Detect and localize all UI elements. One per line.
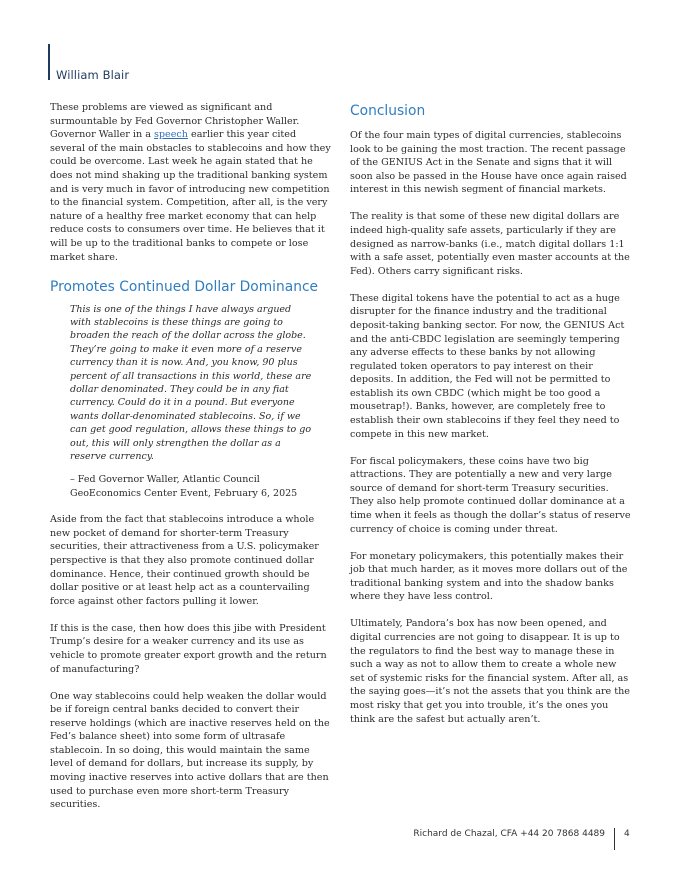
body-paragraph: These digital tokens have the potential to act as a huge disrupter for the finance industry and the traditional deposit-taking banking sector. For now, the GENIUS Act and the anti-CBDC legislation are seemingly tempering any adverse effects to these banks by not allowing regulated token operators to pay interest on their deposits. In addition, the Fed will not be permitted to establish its own CBDC (which might be too good a mousetrap!). Banks, however, are completely free to establish their own stablecoins if they feel they need to compete in this new market. [350,292,625,440]
body-paragraph: For fiscal policymakers, these coins have two big attractions. They are potentially a new and very large source of demand for short-term Treasury securities. They also help promote continued dollar dominance at a time when it feels as though the dollar’s status of reserve currency of choice is coming under threat. [350,455,631,535]
intro-text-before-link: These problems are viewed as significant and surmountable by Fed Governor Christopher Waller. Governor Waller in a [50,102,300,141]
intro-text-after-link: earlier this year cited several of the main obstacles to stablecoins and how they could be overcome. Last week he again stated that he does not mind shaking up the traditional banking system and is very much in favor of introducing new competition to the financial system. Competition, after all, is the very nature of a healthy free market economy that can help reduce costs to consumers over time. He believes that it will be up to the traditional banks to compete or lose market share. [50,129,331,263]
left-column [50,101,332,825]
body-paragraph: If this is the case, then how does this jibe with President Trump’s desire for a weaker currency and its use as vehicle to promote greater export growth and the return of manufacturing? [50,622,327,675]
brand-name: William Blair [56,68,130,82]
body-paragraph: The reality is that some of these new digital dollars are indeed high-quality safe assets, particularly if they are designed as narrow-banks (i.e., match digital dollars 1:1 with a safe asset, potentially even master accounts at the Fed). Others carry significant risks. [350,211,630,277]
section-heading-dollar-dominance: Promotes Continued Dollar Dominance [50,278,319,295]
body-paragraph: For monetary policymakers, this potentially makes their job that much harder, as it moves more dollars out of the traditional banking system and into the shadow banks where they have less control. [350,550,628,603]
body-paragraph: Ultimately, Pandora’s box has now been opened, and digital currencies are not going to disappear. It is up to the regulators to find the best way to manage these in such a way as not to allow them to create a whole new set of systemic risks for the financial system. After all, as the saying goes—it’s not the assets that you think are the most risky that get you into trouble, it’s the ones you think are the safest but actually aren’t. [350,618,630,725]
waller-quote: This is one of the things I have always argued with stablecoins is these things are going to broaden the reach of the dollar across the globe. They’re going to make it even more of a reserve currency than it is now. And, you know, 90 plus percent of all transactions in this world, these are dollar denominated. They could be in any fiat currency. Could do it in a pound. But everyone wants dollar-denominated stablecoins. So, if we can get good regulation, allows these things to go out, this will only strengthen the dollar as a reserve currency. [70,303,312,462]
footer-divider [614,828,615,850]
body-paragraph: Aside from the fact that stablecoins introduce a whole new pocket of demand for shorter-term Treasury securities, their attractiveness from a U.S. policymaker perspective is that they also promote continued dollar dominance. Hence, their continued growth should be dollar positive or at least help act as a countervailing force against other factors pulling it lower. [50,514,319,607]
body-paragraph: Of the four main types of digital currencies, stablecoins look to be gaining the most traction. The recent passage of the GENIUS Act in the Senate and signs that it will soon also be passed in the House have once again raised interest in this newish segment of financial markets. [350,130,627,196]
section-heading-conclusion: Conclusion [350,103,426,119]
header-rule [48,44,50,80]
speech-link[interactable]: speech [153,129,188,141]
page-number: 4 [624,829,630,839]
quote-attribution: – Fed Governor Waller, Atlantic Council GeoEconomics Center Event, February 6, 2025 [70,474,298,499]
footer-author: Richard de Chazal, CFA +44 20 7868 4489 [413,829,605,839]
body-paragraph: One way stablecoins could help weaken the dollar would be if foreign central banks decided to convert their reserve holdings (which are inactive reserves held on the Fed’s balance sheet) into some form of ultrasafe stablecoin. In so doing, this would maintain the same level of demand for dollars, but increase its supply, by moving inactive reserves into active dollars that are then used to purchase even more short-term Treasury securities. [50,690,330,811]
right-column [350,101,632,740]
intro-paragraph [50,101,332,264]
